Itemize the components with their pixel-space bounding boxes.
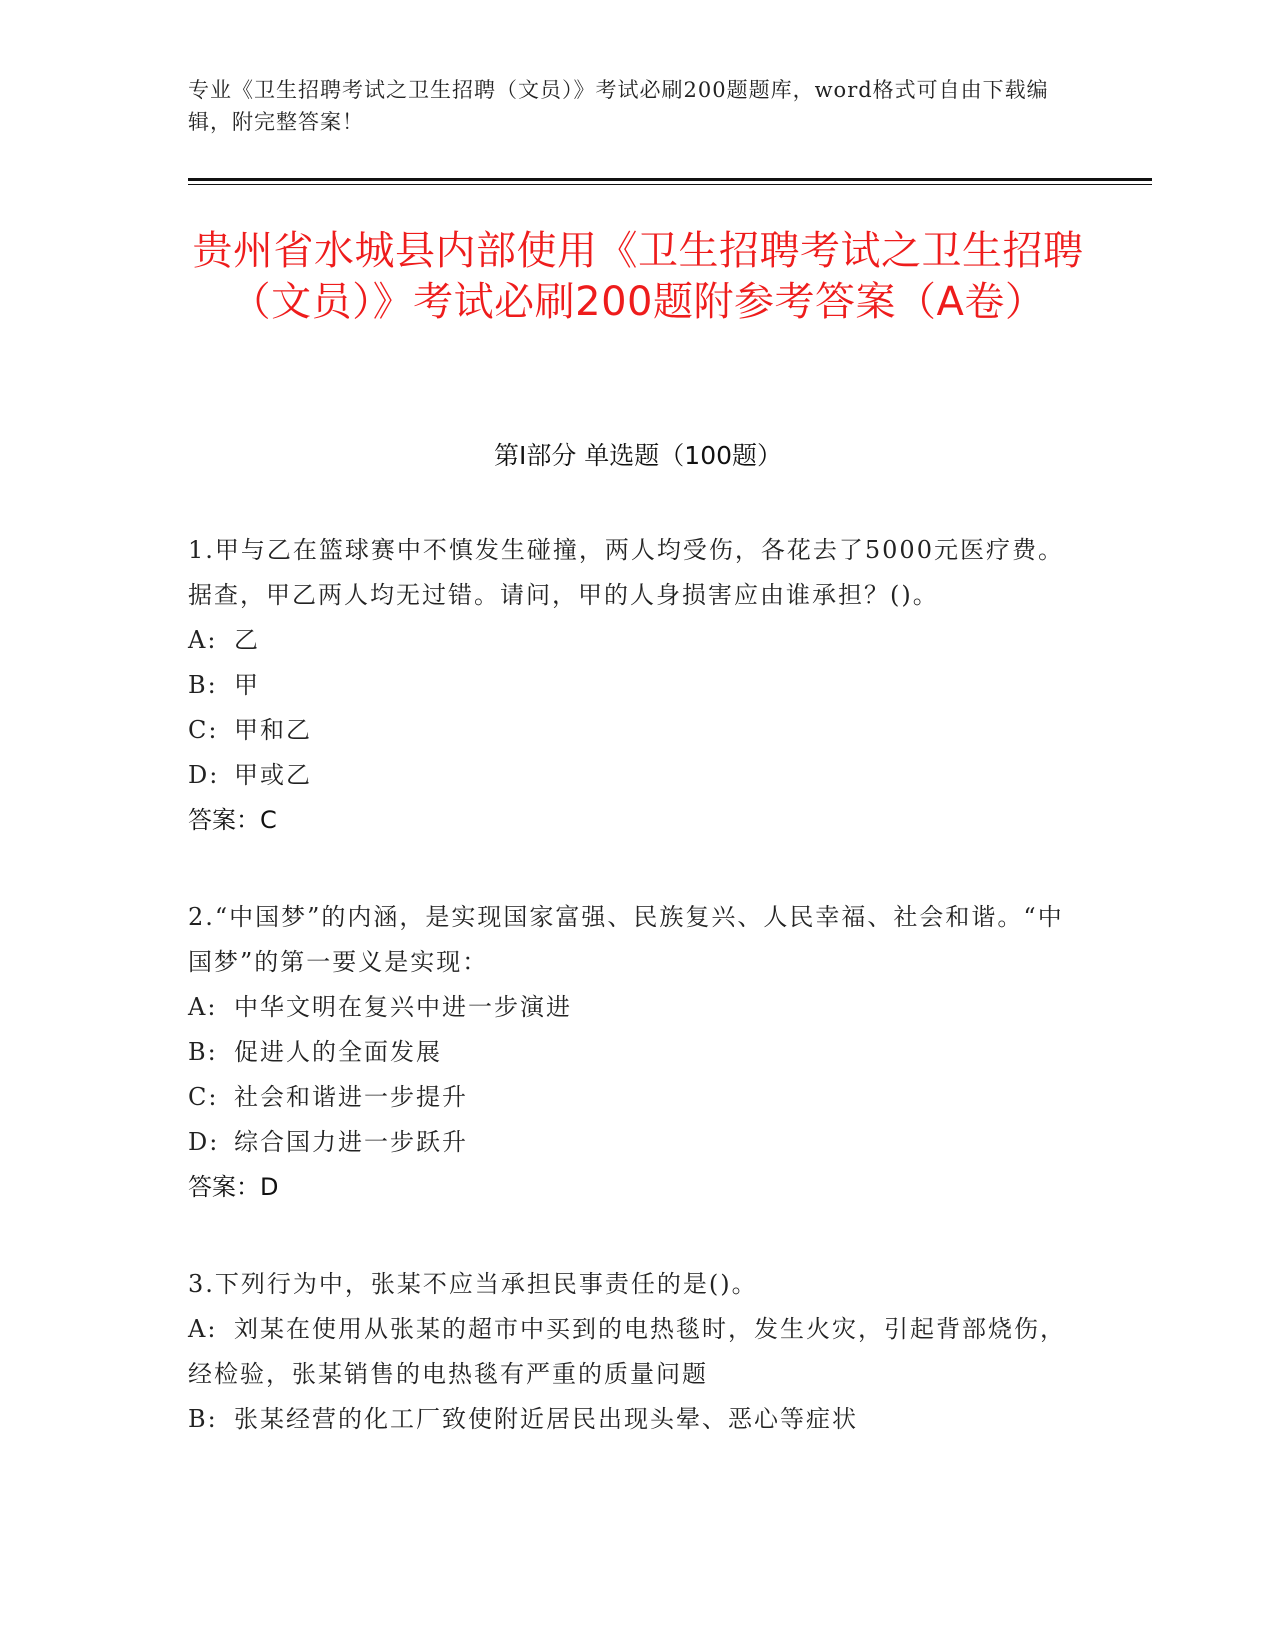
option-key: A: <box>188 1315 218 1343</box>
option-a <box>188 618 1078 663</box>
question-1 <box>188 528 1078 843</box>
question-text: 2.“中国梦”的内涵，是实现国家富强、民族复兴、人民幸福、社会和谐。“中国梦”的第一要义是实现： <box>188 903 1064 976</box>
header-divider-thin <box>188 184 1152 185</box>
option-key: B: <box>188 1038 218 1066</box>
option-c <box>188 708 1078 753</box>
option-text: 甲或乙 <box>234 761 312 789</box>
header-divider-thick <box>188 178 1152 181</box>
section-title: 第Ⅰ部分 单选题（100题） <box>493 441 783 470</box>
question-3 <box>188 1262 1078 1442</box>
question-text: 1.甲与乙在篮球赛中不慎发生碰撞，两人均受伤，各花去了5000元医疗费。据查，甲乙两人均无过错。请问，甲的人身损害应由谁承担？()。 <box>188 536 1064 609</box>
option-text: 张某经营的化工厂致使附近居民出现头晕、恶心等症状 <box>234 1405 858 1433</box>
option-key: C: <box>188 716 219 744</box>
option-a <box>188 1307 1078 1397</box>
option-b <box>188 1397 1078 1442</box>
option-text: 综合国力进一步跃升 <box>234 1128 468 1156</box>
answer: 答案：C <box>188 806 277 834</box>
option-key: B: <box>188 1405 218 1433</box>
option-text: 中华文明在复兴中进一步演进 <box>234 993 572 1021</box>
option-d <box>188 1120 1078 1165</box>
option-text: 乙 <box>234 626 260 654</box>
question-2 <box>188 895 1078 1210</box>
option-key: A: <box>188 626 218 654</box>
question-list <box>188 528 1078 1494</box>
option-b <box>188 663 1078 708</box>
question-text: 3.下列行为中，张某不应当承担民事责任的是()。 <box>188 1270 758 1298</box>
option-key: D: <box>188 1128 220 1156</box>
option-text: 社会和谐进一步提升 <box>234 1083 468 1111</box>
option-c <box>188 1075 1078 1120</box>
option-text: 促进人的全面发展 <box>234 1038 442 1066</box>
option-key: A: <box>188 993 218 1021</box>
option-key: B: <box>188 671 218 699</box>
option-d <box>188 753 1078 798</box>
option-key: C: <box>188 1083 219 1111</box>
option-text: 甲和乙 <box>234 716 312 744</box>
option-key: D: <box>188 761 220 789</box>
option-text: 甲 <box>234 671 260 699</box>
answer: 答案：D <box>188 1173 279 1201</box>
option-b <box>188 1030 1078 1075</box>
option-text: 刘某在使用从张某的超市中买到的电热毯时，发生火灾，引起背部烧伤，经检验，张某销售的电热毯有严重的质量问题 <box>188 1315 1066 1388</box>
document-title: 贵州省水城县内部使用《卫生招聘考试之卫生招聘（文员）》考试必刷200题附参考答案（A卷） <box>192 228 1084 325</box>
header-note: 专业《卫生招聘考试之卫生招聘（文员）》考试必刷200题题库，word格式可自由下载编辑，附完整答案！ <box>188 78 1049 134</box>
option-a <box>188 985 1078 1030</box>
